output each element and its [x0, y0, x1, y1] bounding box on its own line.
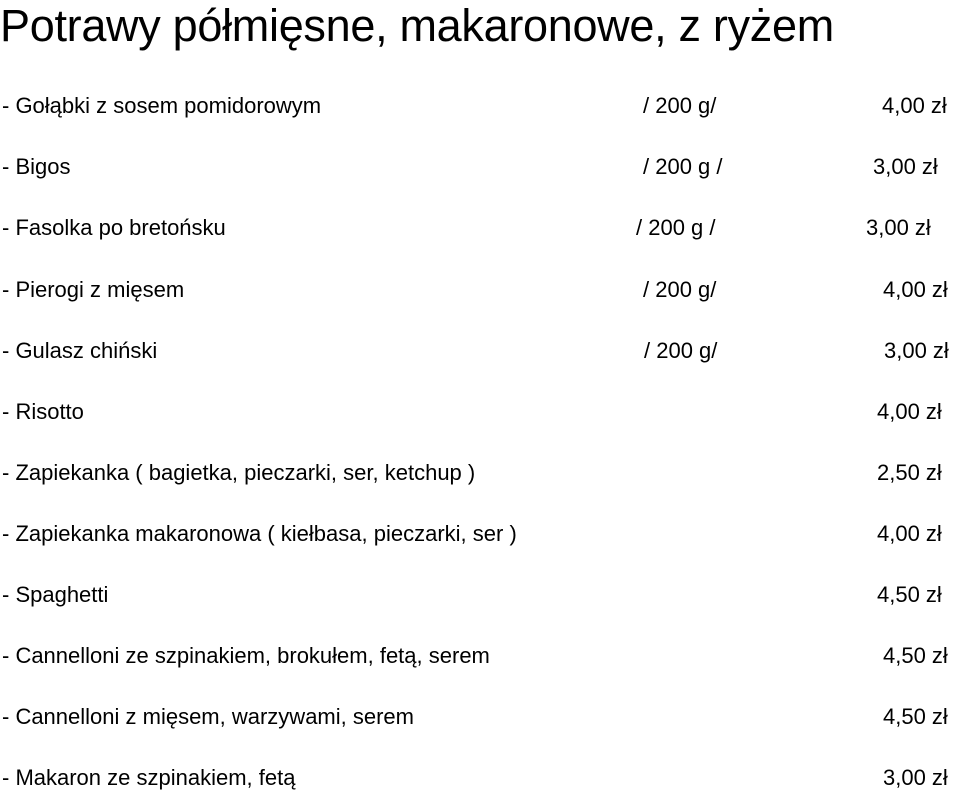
dish-price: 4,00 zł: [882, 93, 947, 118]
dish-portion: / 200 g /: [643, 154, 723, 179]
menu-item: [0, 580, 960, 610]
menu-item: [0, 763, 960, 793]
menu-item: [0, 213, 960, 243]
dish-name: - Fasolka po bretońsku: [2, 215, 226, 240]
dish-price: 4,00 zł: [877, 521, 942, 546]
dish-price: 3,00 zł: [883, 765, 948, 790]
menu-item: [0, 397, 960, 427]
dish-price: 3,00 zł: [873, 154, 938, 179]
dish-name: - Pierogi z mięsem: [2, 277, 185, 302]
dish-price: 4,00 zł: [883, 277, 948, 302]
dish-name: - Zapiekanka makaronowa ( kiełbasa, pieczarki, ser ): [2, 521, 517, 546]
dish-name: - Gulasz chiński: [2, 338, 158, 363]
dish-price: 2,50 zł: [877, 460, 942, 485]
dish-name: - Spaghetti: [2, 582, 109, 607]
menu-item: [0, 641, 960, 671]
dish-name: - Cannelloni ze szpinakiem, brokułem, fetą, serem: [2, 643, 490, 668]
page-title: Potrawy półmięsne, makaronowe, z ryżem: [0, 0, 834, 51]
menu-item: [0, 91, 960, 121]
menu-item: [0, 458, 960, 488]
dish-name: - Risotto: [2, 399, 84, 424]
menu-item: [0, 519, 960, 549]
dish-price: 3,00 zł: [884, 338, 949, 363]
dish-name: - Makaron ze szpinakiem, fetą: [2, 765, 296, 790]
dish-portion: / 200 g /: [636, 215, 716, 240]
dish-name: - Bigos: [2, 154, 71, 179]
dish-price: 3,00 zł: [866, 215, 931, 240]
menu-item: [0, 275, 960, 305]
dish-name: - Zapiekanka ( bagietka, pieczarki, ser, ketchup ): [2, 460, 476, 485]
dish-portion: / 200 g/: [644, 338, 718, 363]
menu-item: [0, 152, 960, 182]
dish-price: 4,50 zł: [883, 643, 948, 668]
dish-price: 4,50 zł: [883, 704, 948, 729]
dish-portion: / 200 g/: [643, 93, 717, 118]
dish-portion: / 200 g/: [643, 277, 717, 302]
dish-name: - Gołąbki z sosem pomidorowym: [2, 93, 322, 118]
menu-item: [0, 336, 960, 366]
dish-price: 4,00 zł: [877, 399, 942, 424]
dish-price: 4,50 zł: [877, 582, 942, 607]
menu-item: [0, 702, 960, 732]
dish-name: - Cannelloni z mięsem, warzywami, serem: [2, 704, 414, 729]
